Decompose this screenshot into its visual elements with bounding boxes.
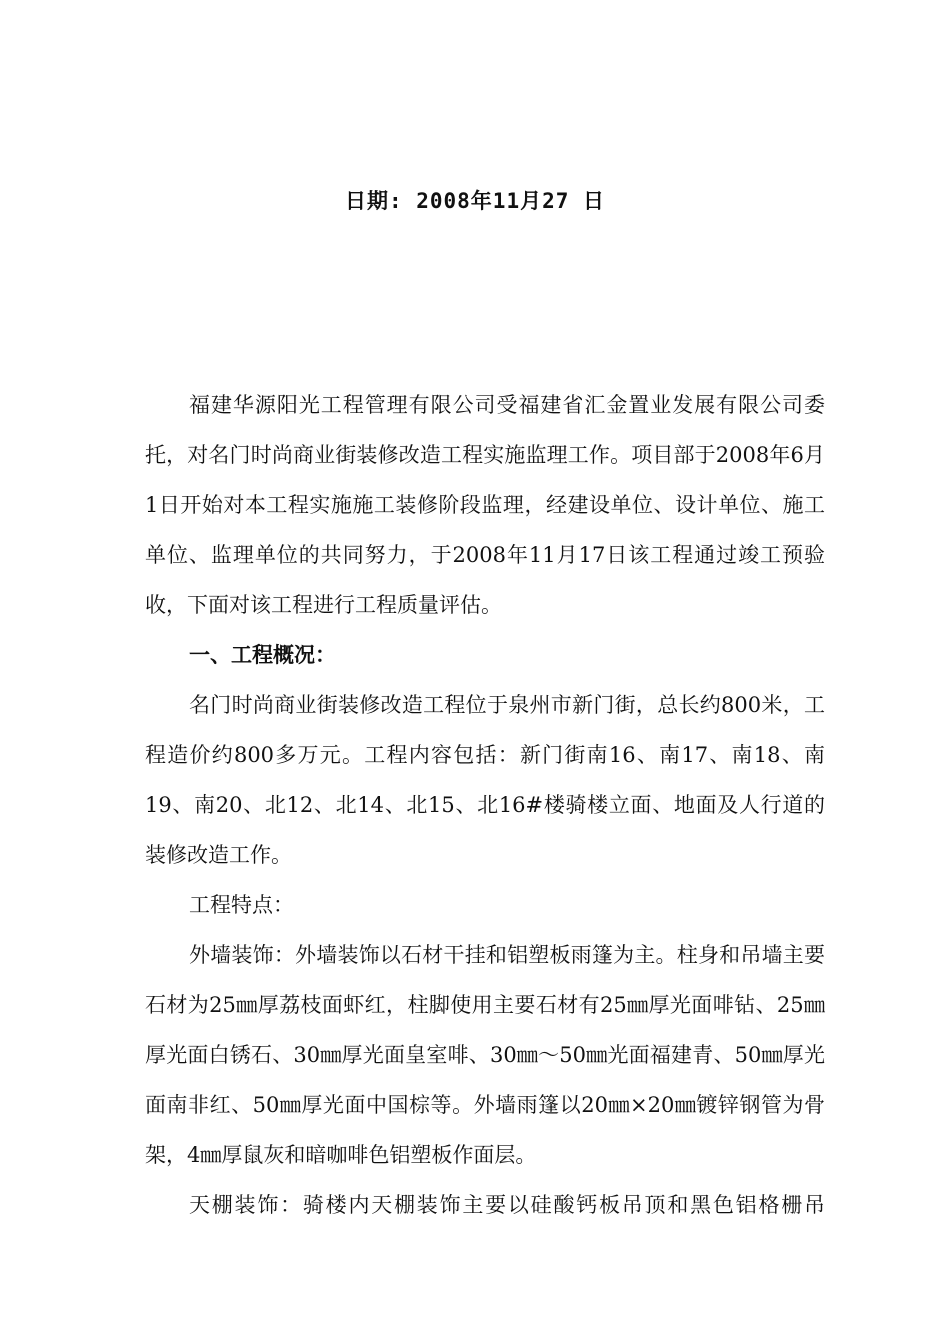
ceiling-paragraph: 天棚装饰：骑楼内天棚装饰主要以硅酸钙板吊顶和黑色铝格栅吊 bbox=[189, 1193, 825, 1217]
intro-paragraph: 福建华源阳光工程管理有限公司受福建省汇金置业发展有限公司委托，对名门时尚商业街装修改造工程实施监理工作。项目部于2008年6月1日开始对本工程实施施工装修阶段监理，经建设单位、设计单位、施工单位、监理单位的共同努力，于2008年11月17日该工程通过竣工预验收，下面对该工程进行工程质量评估。 bbox=[145, 393, 825, 617]
section-heading-overview: 一、工程概况： bbox=[189, 642, 336, 667]
exterior-wall-paragraph: 外墙装饰：外墙装饰以石材干挂和铝塑板雨篷为主。柱身和吊墙主要石材为25㎜厚荔枝面虾红，柱脚使用主要石材有25㎜厚光面啡钻、25㎜厚光面白锈石、30㎜厚光面皇室啡、30㎜～50㎜光面福建青、50㎜厚光面南非红、50㎜厚光面中国棕等。外墙雨篷以20㎜×20㎜镀锌钢管为骨架，4㎜厚鼠灰和暗咖啡色铝塑板作面层。 bbox=[145, 943, 825, 1167]
overview-paragraph: 名门时尚商业街装修改造工程位于泉州市新门街，总长约800米，工程造价约800多万元。工程内容包括：新门街南16、南17、南18、南19、南20、北12、北14、北15、北16#楼骑楼立面、地面及人行道的装修改造工作。 bbox=[145, 693, 825, 867]
document-date: 日期: 2008年11月27 日 bbox=[344, 189, 606, 213]
features-label: 工程特点： bbox=[189, 893, 294, 917]
document-body bbox=[145, 380, 825, 1230]
